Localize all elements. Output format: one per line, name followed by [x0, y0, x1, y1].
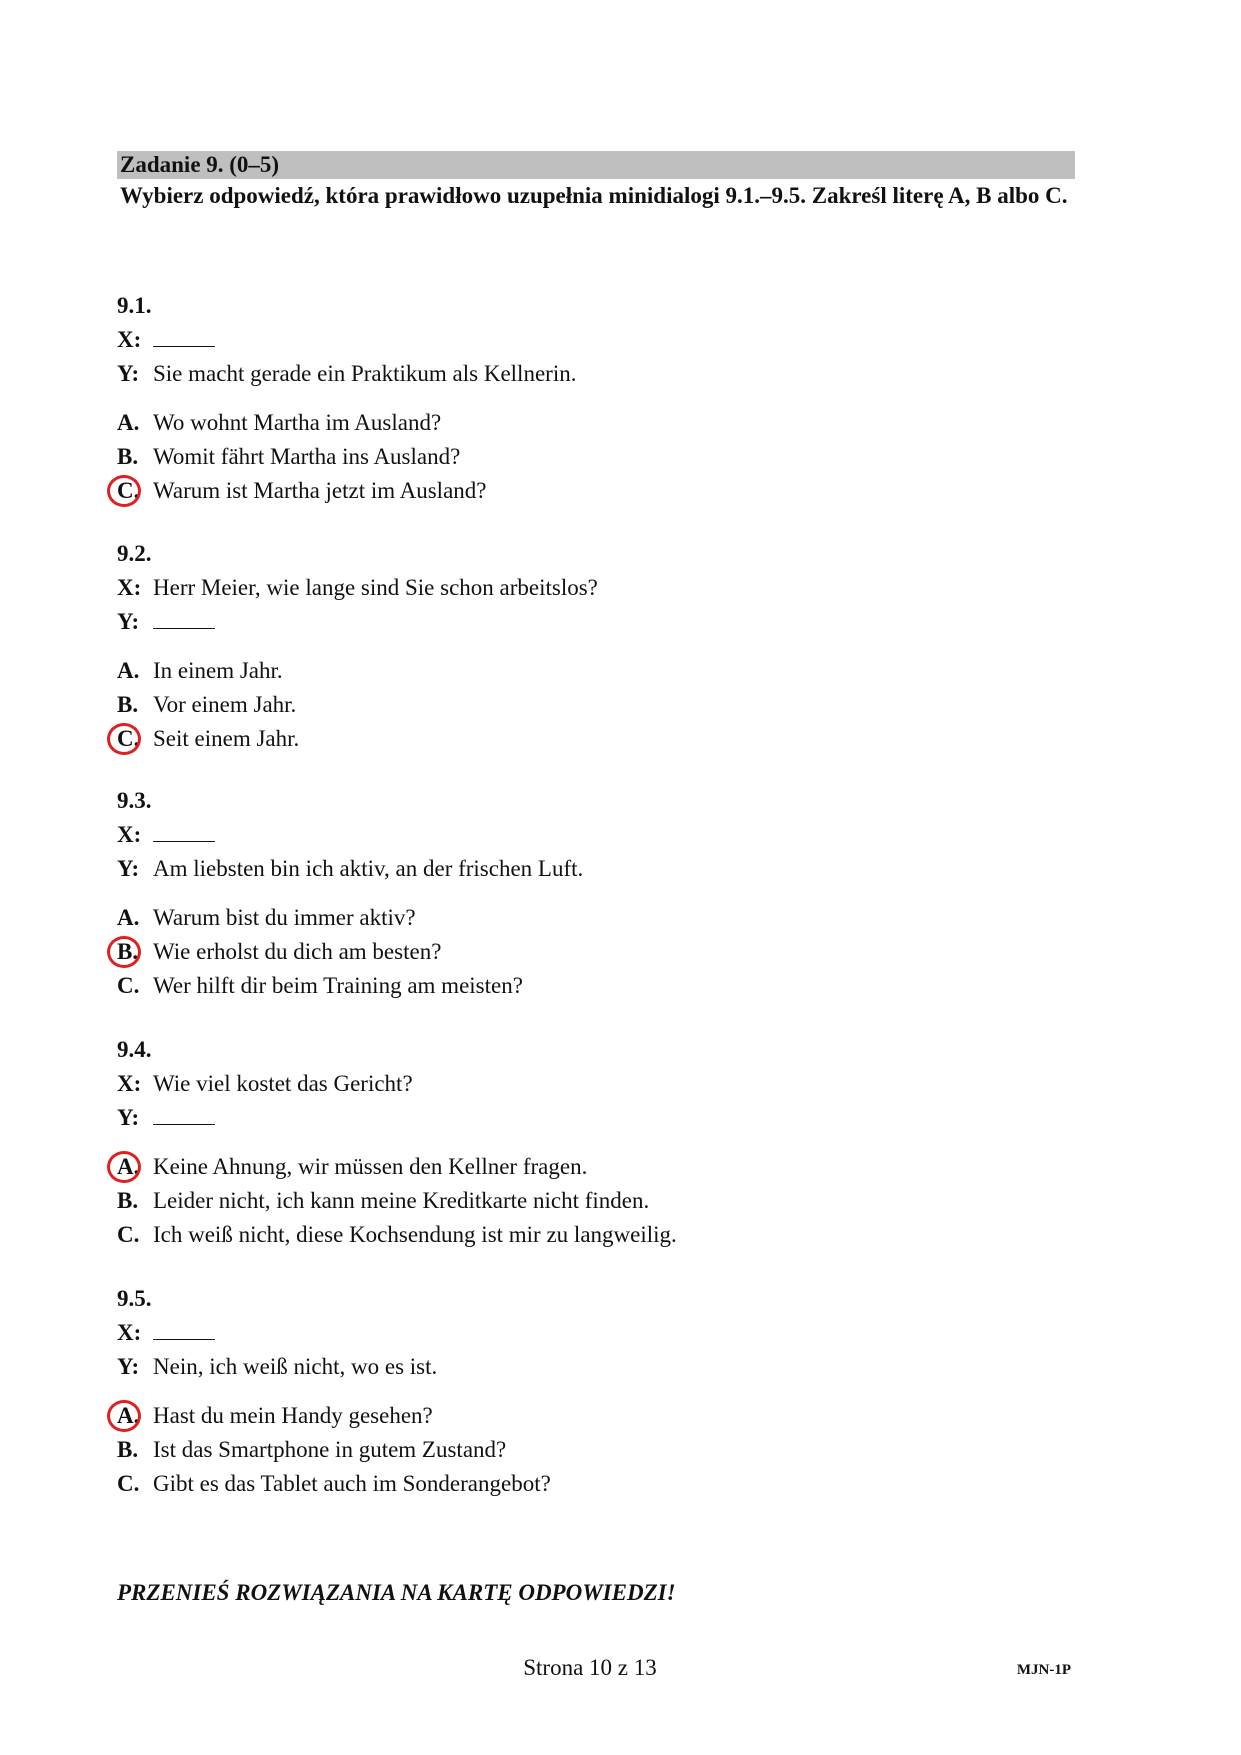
answer-option[interactable]	[117, 654, 1075, 688]
answer-option[interactable]	[117, 722, 1075, 756]
speaker-label: Y:	[117, 609, 140, 634]
dialogue-text: Herr Meier, wie lange sind Sie schon arbeitslos?	[153, 575, 598, 600]
option-letter	[117, 406, 153, 440]
answer-option[interactable]	[117, 1467, 1075, 1501]
dialogue-line	[117, 571, 1075, 605]
option-letter	[117, 1467, 153, 1501]
answer-options	[117, 1399, 1075, 1501]
answer-circle-mark	[107, 723, 141, 755]
question-number: 9.2.	[117, 541, 152, 566]
option-text: Wie erholst du dich am besten?	[153, 939, 442, 964]
option-text: Gibt es das Tablet auch im Sonderangebot?	[153, 1471, 551, 1496]
option-letter-text: B.	[117, 692, 139, 717]
dialogue-text: Sie macht gerade ein Praktikum als Kellnerin.	[153, 361, 577, 386]
option-letter-text: A.	[117, 658, 140, 683]
question-number: 9.5.	[117, 1286, 152, 1311]
option-letter-text: B.	[117, 444, 139, 469]
option-text: Leider nicht, ich kann meine Kreditkarte nicht finden.	[153, 1188, 650, 1213]
dialogue-line	[117, 818, 1075, 852]
answer-option[interactable]	[117, 474, 1075, 508]
option-letter	[117, 969, 153, 1003]
answer-option[interactable]	[117, 440, 1075, 474]
dialogue-line	[117, 1101, 1075, 1135]
option-letter-text: A.	[117, 1154, 140, 1179]
option-text: In einem Jahr.	[153, 658, 283, 683]
dialogue-text: Am liebsten bin ich aktiv, an der frischen Luft.	[153, 856, 584, 881]
answer-blank	[153, 819, 215, 842]
option-text: Wo wohnt Martha im Ausland?	[153, 410, 442, 435]
exam-code: MJN-1P	[1016, 1662, 1071, 1678]
answer-option[interactable]	[117, 969, 1075, 1003]
option-letter-text: C.	[117, 1222, 140, 1247]
question-number: 9.4.	[117, 1037, 152, 1062]
option-text: Seit einem Jahr.	[153, 726, 300, 751]
option-letter-text: C.	[117, 1471, 140, 1496]
option-letter-text: A.	[117, 410, 140, 435]
option-letter-text: A.	[117, 1403, 140, 1428]
question-number: 9.1.	[117, 293, 152, 318]
option-text: Warum bist du immer aktiv?	[153, 905, 416, 930]
dialogue-line	[117, 1350, 1075, 1384]
question-5	[117, 1282, 1075, 1501]
answer-option[interactable]	[117, 901, 1075, 935]
option-letter-text: C.	[117, 973, 140, 998]
answer-blank	[153, 1317, 215, 1340]
dialogue-line	[117, 357, 1075, 391]
speaker-label: X:	[117, 575, 142, 600]
option-letter	[117, 1218, 153, 1252]
question-2	[117, 537, 1075, 756]
answer-circle-mark	[107, 1400, 141, 1432]
answer-circle-mark	[107, 1151, 141, 1183]
transfer-note: PRZENIEŚ ROZWIĄZANIA NA KARTĘ ODPOWIEDZI!	[117, 1580, 676, 1605]
question-3	[117, 784, 1075, 1003]
option-letter	[117, 1150, 153, 1184]
option-letter	[117, 474, 153, 508]
option-letter	[117, 1399, 153, 1433]
option-letter	[117, 901, 153, 935]
option-letter	[117, 1433, 153, 1467]
answer-blank	[153, 606, 215, 629]
option-letter-text: B.	[117, 1437, 139, 1462]
option-letter	[117, 654, 153, 688]
speaker-label: Y:	[117, 1105, 140, 1130]
speaker-label: X:	[117, 1071, 142, 1096]
option-letter-text: B.	[117, 939, 139, 964]
speaker-label: Y:	[117, 361, 140, 386]
answer-option[interactable]	[117, 935, 1075, 969]
option-letter-text: C.	[117, 726, 140, 751]
dialogue-text: Nein, ich weiß nicht, wo es ist.	[153, 1354, 438, 1379]
answer-option[interactable]	[117, 1399, 1075, 1433]
question-1	[117, 289, 1075, 508]
answer-option[interactable]	[117, 406, 1075, 440]
task-9	[117, 151, 1075, 210]
answer-options	[117, 406, 1075, 508]
option-text: Hast du mein Handy gesehen?	[153, 1403, 433, 1428]
option-letter	[117, 688, 153, 722]
page-number: Strona 10 z 13	[523, 1655, 657, 1680]
option-letter-text: B.	[117, 1188, 139, 1213]
option-text: Vor einem Jahr.	[153, 692, 297, 717]
question-number: 9.3.	[117, 788, 152, 813]
option-text: Ich weiß nicht, diese Kochsendung ist mir zu langweilig.	[153, 1222, 677, 1247]
dialogue-line	[117, 323, 1075, 357]
option-letter	[117, 1184, 153, 1218]
dialogue-line	[117, 1316, 1075, 1350]
answer-circle-mark	[107, 936, 141, 968]
option-text: Womit fährt Martha ins Ausland?	[153, 444, 461, 469]
answer-option[interactable]	[117, 1150, 1075, 1184]
dialogue-text: Wie viel kostet das Gericht?	[153, 1071, 413, 1096]
answer-options	[117, 654, 1075, 756]
task-instruction: Wybierz odpowiedź, która prawidłowo uzupełnia minidialogi 9.1.–9.5. Zakreśl literę A, B albo C.	[120, 183, 1068, 208]
answer-options	[117, 1150, 1075, 1252]
option-letter-text: A.	[117, 905, 140, 930]
answer-option[interactable]	[117, 1184, 1075, 1218]
answer-option[interactable]	[117, 688, 1075, 722]
answer-blank	[153, 1102, 215, 1125]
option-text: Warum ist Martha jetzt im Ausland?	[153, 478, 487, 503]
dialogue-line	[117, 852, 1075, 886]
task-header: Zadanie 9. (0–5)	[117, 151, 1075, 179]
option-text: Wer hilft dir beim Training am meisten?	[153, 973, 523, 998]
answer-options	[117, 901, 1075, 1003]
answer-blank	[153, 324, 215, 347]
speaker-label: X:	[117, 1320, 142, 1345]
option-text: Keine Ahnung, wir müssen den Kellner fragen.	[153, 1154, 588, 1179]
dialogue-line	[117, 1067, 1075, 1101]
answer-option[interactable]	[117, 1218, 1075, 1252]
option-letter	[117, 935, 153, 969]
speaker-label: Y:	[117, 856, 140, 881]
answer-circle-mark	[107, 475, 141, 507]
option-text: Ist das Smartphone in gutem Zustand?	[153, 1437, 507, 1462]
speaker-label: Y:	[117, 1354, 140, 1379]
speaker-label: X:	[117, 327, 142, 352]
option-letter-text: C.	[117, 478, 140, 503]
option-letter	[117, 722, 153, 756]
option-letter	[117, 440, 153, 474]
dialogue-line	[117, 605, 1075, 639]
answer-option[interactable]	[117, 1433, 1075, 1467]
speaker-label: X:	[117, 822, 142, 847]
question-4	[117, 1033, 1075, 1252]
